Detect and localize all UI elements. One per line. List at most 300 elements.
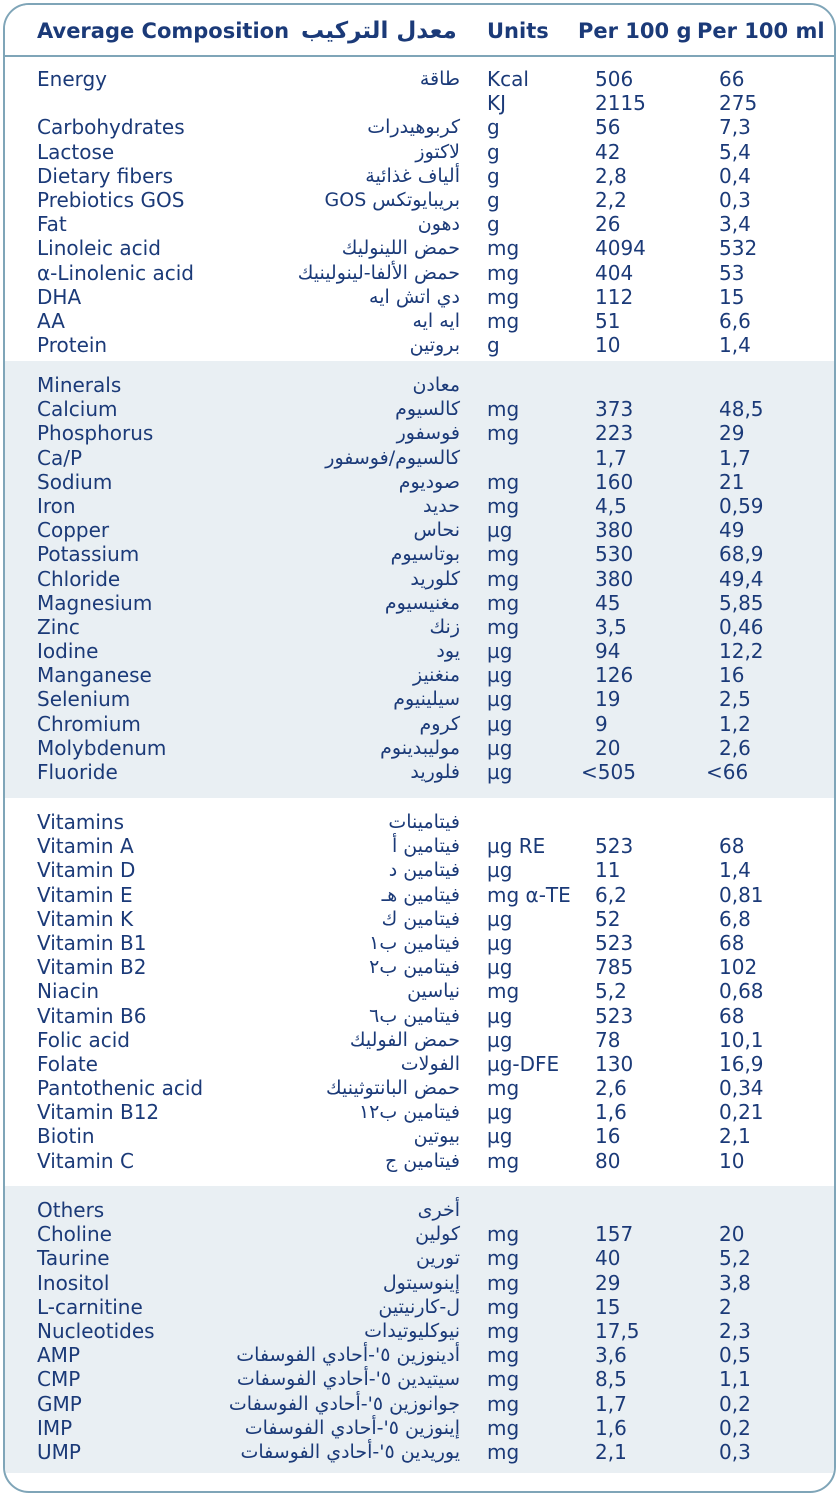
value-per-100g: 4,5 (595, 493, 627, 518)
nutrient-name: Linoleic acid (37, 236, 161, 261)
nutrient-unit: g (487, 115, 500, 140)
table-row (5, 639, 834, 663)
value-per-100ml: 0,68 (719, 979, 764, 1004)
nutrient-name: AA (37, 308, 65, 333)
table-row (5, 67, 834, 91)
nutrient-name: Minerals (37, 373, 122, 397)
value-per-100g: 160 (595, 469, 634, 494)
value-per-100ml: 0,81 (719, 882, 764, 907)
value-per-100ml: 0,5 (719, 1343, 751, 1368)
value-per-100ml: 10 (719, 1148, 745, 1173)
value-per-100ml: 0,21 (719, 1100, 764, 1125)
nutrient-name-arabic: بريبايوتكس GOS (324, 188, 460, 211)
nutrient-unit: mg (487, 260, 520, 285)
value-per-100ml: 12,2 (719, 639, 764, 664)
nutrient-name-arabic: فيتامين د (388, 859, 460, 882)
table-row (5, 188, 834, 212)
value-per-100ml: 15 (719, 284, 745, 309)
nutrient-name-arabic: ل-كارنيتين (378, 1295, 460, 1318)
nutrient-unit: mg (487, 566, 520, 591)
nutrient-name-arabic: فيتامين أ (391, 835, 460, 858)
table-row (5, 1295, 834, 1319)
nutrient-name-arabic: فلوريد (410, 761, 460, 783)
value-per-100ml: 1,1 (719, 1367, 751, 1392)
value-per-100ml: 53 (719, 260, 745, 285)
nutrient-name: Dietary fibers (37, 163, 174, 188)
nutrient-unit: mg (487, 236, 520, 261)
value-per-100ml: 1,4 (719, 333, 751, 358)
nutrient-name: GMP (37, 1391, 82, 1416)
value-per-100ml: 49,4 (719, 566, 764, 591)
value-per-100ml: 0,3 (719, 187, 751, 212)
value-per-100ml: 5,4 (719, 139, 751, 164)
value-per-100ml: 0,46 (719, 614, 764, 639)
nutrient-name-arabic: فيتامين ب١٢ (358, 1101, 460, 1124)
table-row (5, 309, 834, 333)
nutrient-name-arabic: طاقة (419, 68, 460, 90)
table-row (5, 1392, 834, 1416)
nutrient-name: Protein (37, 333, 108, 358)
value-per-100ml: 2,1 (719, 1124, 751, 1149)
nutrient-name: Zinc (37, 614, 80, 639)
nutrient-unit: Kcal (487, 67, 529, 91)
nutrient-name-arabic: يود (436, 640, 460, 663)
table-row (5, 1076, 834, 1100)
table-row (5, 1271, 834, 1295)
nutrient-name: Vitamin B6 (37, 1003, 147, 1028)
value-per-100g: 404 (595, 260, 634, 285)
nutrient-name: Energy (37, 67, 108, 91)
nutrient-name: Potassium (37, 542, 140, 567)
nutrient-unit: mg (487, 614, 520, 639)
value-per-100g: 11 (595, 858, 621, 883)
nutrient-name-arabic: نحاس (413, 519, 460, 542)
value-per-100g: 130 (595, 1051, 634, 1076)
value-per-100ml: 16,9 (719, 1051, 764, 1076)
nutrient-unit: mg (487, 979, 520, 1004)
nutrient-name-arabic: تورين (415, 1247, 460, 1270)
table-row (5, 615, 834, 639)
nutrient-name: Taurine (37, 1246, 110, 1271)
table-row (5, 470, 834, 494)
table-row (5, 115, 834, 139)
nutrient-name-arabic: دي اتش ايه (369, 285, 460, 308)
table-row (5, 518, 834, 542)
nutrient-name: Phosphorus (37, 421, 154, 446)
table-row (5, 1004, 834, 1028)
value-per-100ml: 2,3 (719, 1318, 751, 1343)
value-per-100g: 3,6 (595, 1343, 627, 1368)
nutrient-unit: mg (487, 493, 520, 518)
nutrient-name: Vitamins (37, 810, 125, 834)
nutrient-name-arabic: يوريدين ٥'-أحادي الفوسفات (240, 1440, 460, 1463)
nutrient-unit: mg (487, 1439, 520, 1464)
value-per-100g: 78 (595, 1027, 621, 1052)
nutrient-name-arabic: فيتامينات (388, 811, 460, 833)
nutrient-unit: µg (487, 735, 513, 760)
value-per-100ml: 5,2 (719, 1246, 751, 1271)
header-average-composition-arabic: معدل التركيب (301, 18, 457, 44)
table-row (5, 1319, 834, 1343)
nutrient-name: DHA (37, 284, 82, 309)
nutrient-name-arabic: منغنيز (412, 664, 460, 687)
nutrient-unit: µg (487, 687, 513, 712)
nutrient-unit: µg (487, 906, 513, 931)
table-row (5, 421, 834, 445)
nutrient-name-arabic: إينوسيتول (382, 1271, 460, 1294)
value-per-100ml: 5,85 (719, 590, 764, 615)
value-per-100g: 157 (595, 1222, 634, 1247)
table-row (5, 760, 834, 784)
nutrient-name-arabic: موليبدينوم (380, 736, 460, 759)
value-per-100g: 1,7 (595, 1391, 627, 1416)
value-per-100ml: 2,6 (719, 735, 751, 760)
value-per-100ml: 1,7 (719, 445, 751, 470)
value-per-100g: 373 (595, 397, 634, 422)
nutrient-name: AMP (37, 1343, 80, 1368)
nutrient-unit: mg (487, 1415, 520, 1440)
table-row (5, 810, 834, 834)
value-per-100g: 45 (595, 590, 621, 615)
nutrient-unit: mg (487, 1294, 520, 1319)
value-per-100g: 2,8 (595, 163, 627, 188)
nutrient-name-arabic: فيتامين ب٦ (369, 1004, 460, 1027)
nutrient-name: Manganese (37, 663, 152, 688)
nutrient-name: Chromium (37, 711, 141, 736)
nutrient-unit: µg-DFE (487, 1051, 560, 1076)
nutrient-name-arabic: نيوكليوتيدات (364, 1319, 460, 1342)
value-per-100ml: 2,5 (719, 687, 751, 712)
nutrient-name-arabic: سيلينيوم (393, 688, 460, 711)
value-per-100ml: 1,2 (719, 711, 751, 736)
section-others (5, 1186, 834, 1473)
value-per-100ml: 7,3 (719, 115, 751, 140)
nutrient-name-arabic: دهون (417, 213, 460, 236)
value-per-100ml: 49 (719, 518, 745, 543)
nutrient-name: Carbohydrates (37, 115, 185, 140)
nutrient-unit: g (487, 139, 500, 164)
nutrient-name-arabic: فوسفور (396, 422, 460, 445)
value-per-100g: 19 (595, 687, 621, 712)
table-row (5, 1028, 834, 1052)
nutrient-unit: mg (487, 1318, 520, 1343)
value-per-100ml: 102 (719, 955, 758, 980)
nutrient-unit: g (487, 187, 500, 212)
value-per-100ml: 20 (719, 1222, 745, 1247)
section-macronutrients (5, 55, 834, 361)
nutrient-name-arabic: جوانوزين ٥'-أحادي الفوسفات (228, 1392, 460, 1415)
nutrient-name: CMP (37, 1367, 81, 1392)
nutrient-name-arabic: فيتامين ك (381, 907, 460, 930)
nutrient-unit: mg (487, 397, 520, 422)
section-minerals (5, 361, 834, 798)
value-per-100g: 4094 (595, 236, 646, 261)
value-per-100ml: 532 (719, 236, 758, 261)
table-row (5, 1440, 834, 1464)
nutrient-name-arabic: أدينوزين ٥'-أحادي الفوسفات (236, 1344, 460, 1367)
value-per-100g: 52 (595, 906, 621, 931)
nutrient-unit: mg (487, 421, 520, 446)
nutrient-unit: µg (487, 1124, 513, 1149)
value-per-100ml: 6,8 (719, 906, 751, 931)
nutrient-name-arabic: فيتامين ب١ (369, 931, 460, 954)
nutrient-name: Ca/P (37, 445, 83, 470)
table-row (5, 1222, 834, 1246)
table-row (5, 834, 834, 858)
nutrient-name-arabic: أخرى (417, 1199, 460, 1221)
nutrient-unit: mg (487, 308, 520, 333)
value-per-100g: 2,1 (595, 1439, 627, 1464)
value-per-100g: 1,7 (595, 445, 627, 470)
nutrient-name: IMP (37, 1415, 73, 1440)
nutrient-name-arabic: لاكتوز (415, 140, 460, 163)
value-per-100ml: 3,8 (719, 1270, 751, 1295)
nutrient-name: Iron (37, 493, 76, 518)
value-per-100ml: 0,59 (719, 493, 764, 518)
nutrient-name-arabic: كروم (419, 712, 460, 735)
nutrient-unit: µg (487, 760, 513, 784)
nutrient-name-arabic: ألياف غذائية (365, 164, 460, 187)
nutrient-name-arabic: نياسين (407, 980, 460, 1003)
table-row (5, 397, 834, 421)
table-row (5, 883, 834, 907)
value-per-100ml: 29 (719, 421, 745, 446)
nutrient-unit: µg (487, 1100, 513, 1125)
value-per-100g: 9 (595, 711, 608, 736)
value-per-100g: 223 (595, 421, 634, 446)
value-per-100g: 26 (595, 212, 621, 237)
nutrient-name: Choline (37, 1222, 112, 1247)
nutrient-unit: µg (487, 663, 513, 688)
value-per-100ml: 1,4 (719, 858, 751, 883)
nutrient-unit: KJ (487, 91, 507, 116)
nutrient-name: Vitamin B1 (37, 930, 147, 955)
value-per-100g: 380 (595, 566, 634, 591)
nutrient-name-arabic: زنك (429, 615, 460, 638)
value-per-100ml: 6,6 (719, 308, 751, 333)
value-per-100g: 6,2 (595, 882, 627, 907)
value-per-100g: 523 (595, 834, 634, 859)
nutrient-unit: mg (487, 1270, 520, 1295)
nutrient-name: Vitamin K (37, 906, 134, 931)
nutrient-name: Sodium (37, 469, 113, 494)
value-per-100g: 10 (595, 333, 621, 358)
value-per-100g: 80 (595, 1148, 621, 1173)
value-per-100g: 42 (595, 139, 621, 164)
value-per-100ml: <66 (706, 760, 749, 784)
section-vitamins (5, 798, 834, 1186)
nutrient-name-arabic: بيوتين (413, 1125, 460, 1148)
value-per-100g: 530 (595, 542, 634, 567)
table-row (5, 1367, 834, 1391)
nutrient-name-arabic: ايه ايه (412, 309, 460, 332)
value-per-100g: 17,5 (595, 1318, 640, 1343)
nutrient-unit: g (487, 163, 500, 188)
table-header (5, 5, 834, 57)
value-per-100g: 380 (595, 518, 634, 543)
nutrient-name: Vitamin B12 (37, 1100, 160, 1125)
nutrient-name-arabic: حمض البانتوثينيك (326, 1077, 460, 1100)
table-row (5, 1198, 834, 1222)
value-per-100g: 126 (595, 663, 634, 688)
nutrient-name: Fat (37, 212, 67, 237)
nutrient-unit: mg (487, 1367, 520, 1392)
nutrient-name: α-Linolenic acid (37, 260, 194, 285)
table-row (5, 1124, 834, 1148)
value-per-100g: 8,5 (595, 1367, 627, 1392)
value-per-100g: <505 (581, 760, 636, 784)
table-row (5, 140, 834, 164)
value-per-100ml: 68,9 (719, 542, 764, 567)
nutrient-unit: µg (487, 1003, 513, 1028)
nutrient-name-arabic: كالسيوم/فوسفور (325, 446, 460, 469)
value-per-100g: 2,6 (595, 1076, 627, 1101)
value-per-100g: 3,5 (595, 614, 627, 639)
value-per-100ml: 0,3 (719, 1439, 751, 1464)
nutrient-name: Prebiotics GOS (37, 187, 185, 212)
table-row (5, 373, 834, 397)
table-row (5, 212, 834, 236)
nutrient-name: Copper (37, 518, 110, 543)
nutrient-name: Magnesium (37, 590, 153, 615)
table-row (5, 955, 834, 979)
nutrient-name-arabic: إينوزين ٥'-أحادي الفوسفات (244, 1416, 460, 1439)
value-per-100g: 15 (595, 1294, 621, 1319)
nutrient-unit: µg (487, 639, 513, 664)
table-row (5, 542, 834, 566)
nutrient-unit: mg (487, 1246, 520, 1271)
table-row (5, 236, 834, 260)
table-row (5, 333, 834, 357)
table-row (5, 663, 834, 687)
composition-table (3, 3, 836, 1493)
nutrient-name-arabic: كربوهيدرات (367, 116, 460, 139)
header-units: Units (487, 19, 549, 43)
value-per-100g: 56 (595, 115, 621, 140)
nutrient-name: Molybdenum (37, 735, 167, 760)
value-per-100ml: 0,2 (719, 1415, 751, 1440)
value-per-100g: 1,6 (595, 1415, 627, 1440)
table-row (5, 494, 834, 518)
value-per-100ml: 68 (719, 1003, 745, 1028)
nutrient-name-arabic: مغنيسيوم (384, 591, 460, 614)
table-row (5, 91, 834, 115)
nutrient-name: Lactose (37, 139, 115, 164)
nutrient-name-arabic: فيتامين ب٢ (369, 956, 460, 979)
value-per-100ml: 48,5 (719, 397, 764, 422)
nutrient-name: Iodine (37, 639, 99, 664)
nutrient-name-arabic: فيتامين هـ (381, 883, 460, 906)
value-per-100ml: 66 (719, 67, 745, 91)
table-row (5, 1052, 834, 1076)
nutrient-name: Others (37, 1198, 105, 1222)
value-per-100ml: 10,1 (719, 1027, 764, 1052)
nutrient-name: Vitamin B2 (37, 955, 147, 980)
table-row (5, 712, 834, 736)
nutrient-unit: mg (487, 1076, 520, 1101)
value-per-100ml: 275 (719, 91, 758, 116)
value-per-100g: 51 (595, 308, 621, 333)
nutrient-unit: mg α-TE (487, 882, 571, 907)
nutrient-name-arabic: بوتاسيوم (390, 543, 460, 566)
nutrient-unit: µg (487, 1027, 513, 1052)
nutrient-name: Niacin (37, 979, 100, 1004)
value-per-100g: 785 (595, 955, 634, 980)
value-per-100ml: 3,4 (719, 212, 751, 237)
nutrient-name: Vitamin E (37, 882, 133, 907)
nutrient-name: L-carnitine (37, 1294, 143, 1319)
nutrient-name: Inositol (37, 1270, 110, 1295)
table-row (5, 446, 834, 470)
nutrient-unit: g (487, 212, 500, 237)
nutrient-name: Biotin (37, 1124, 95, 1149)
nutrient-name-arabic: حمض اللينوليك (341, 237, 460, 260)
nutrient-name: Folate (37, 1051, 98, 1076)
table-row (5, 1100, 834, 1124)
nutrient-name: Fluoride (37, 760, 118, 784)
value-per-100g: 523 (595, 1003, 634, 1028)
value-per-100ml: 2 (719, 1294, 732, 1319)
nutrient-unit: mg (487, 284, 520, 309)
nutrient-unit: µg RE (487, 834, 546, 859)
value-per-100g: 5,2 (595, 979, 627, 1004)
nutrient-unit: µg (487, 930, 513, 955)
table-row (5, 1343, 834, 1367)
value-per-100g: 20 (595, 735, 621, 760)
nutrient-name-arabic: حديد (423, 494, 460, 517)
nutrient-name: Selenium (37, 687, 131, 712)
nutrient-name: Vitamin C (37, 1148, 134, 1173)
table-row (5, 687, 834, 711)
value-per-100ml: 0,4 (719, 163, 751, 188)
nutrient-name: Nucleotides (37, 1318, 155, 1343)
table-row (5, 1416, 834, 1440)
nutrient-name-arabic: فيتامين ج (384, 1149, 460, 1172)
value-per-100g: 1,6 (595, 1100, 627, 1125)
nutrient-name: Calcium (37, 397, 118, 422)
nutrient-unit: mg (487, 590, 520, 615)
value-per-100g: 2115 (595, 91, 646, 116)
header-average-composition: Average Composition (37, 19, 290, 43)
nutrient-name-arabic: صوديوم (398, 470, 460, 493)
table-row (5, 979, 834, 1003)
header-per-100g: Per 100 g (578, 19, 692, 43)
value-per-100g: 112 (595, 284, 634, 309)
table-row (5, 591, 834, 615)
value-per-100ml: 21 (719, 469, 745, 494)
nutrient-unit: mg (487, 1343, 520, 1368)
nutrient-name: UMP (37, 1439, 81, 1464)
nutrient-name-arabic: كلوريد (410, 567, 460, 590)
nutrient-unit: µg (487, 858, 513, 883)
nutrient-unit: µg (487, 955, 513, 980)
nutrient-name-arabic: سيتيدين ٥'-أحادي الفوسفات (236, 1368, 460, 1391)
nutrient-name-arabic: كالسيوم (395, 398, 460, 421)
value-per-100ml: 68 (719, 930, 745, 955)
nutrient-name: Pantothenic acid (37, 1076, 204, 1101)
table-row (5, 858, 834, 882)
table-row (5, 907, 834, 931)
nutrient-unit: g (487, 333, 500, 358)
header-per-100ml: Per 100 ml (697, 19, 825, 43)
table-row (5, 736, 834, 760)
nutrient-unit: µg (487, 711, 513, 736)
nutrient-name-arabic: الفولات (400, 1052, 460, 1075)
value-per-100ml: 68 (719, 834, 745, 859)
value-per-100ml: 16 (719, 663, 745, 688)
value-per-100g: 16 (595, 1124, 621, 1149)
nutrient-unit: mg (487, 542, 520, 567)
